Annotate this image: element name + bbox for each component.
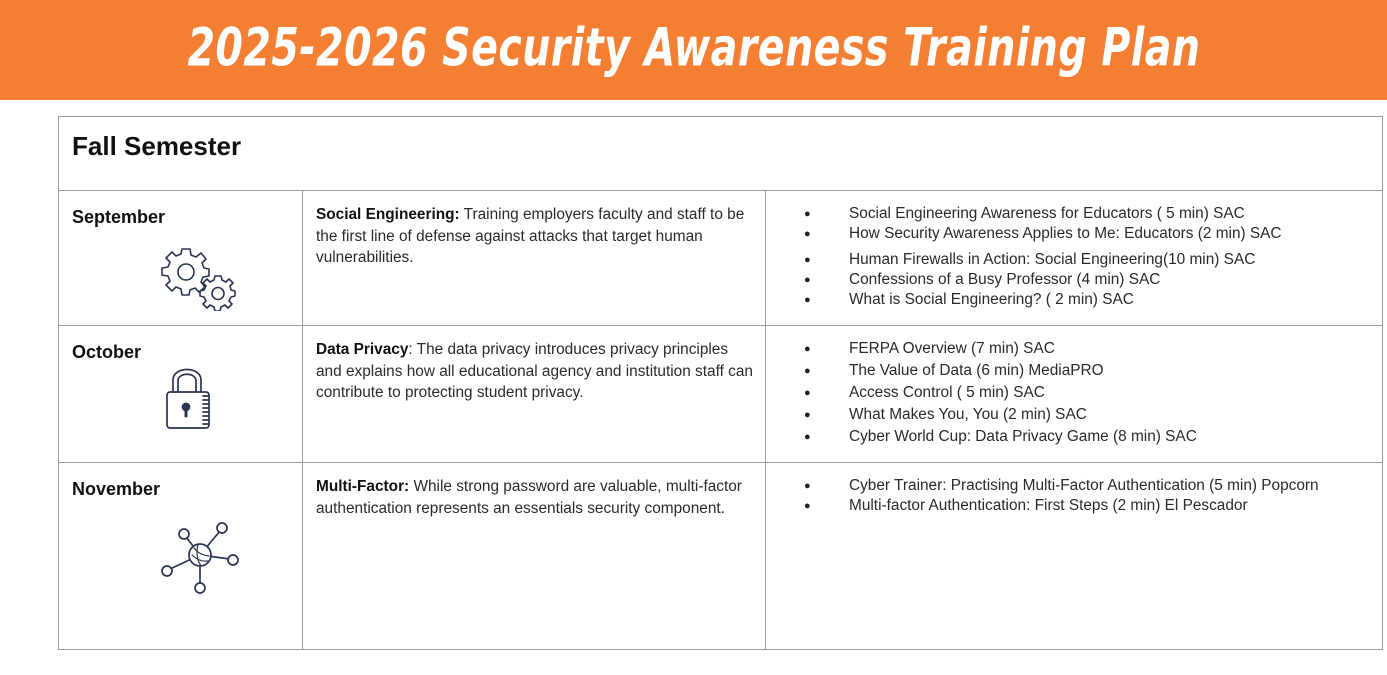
- resource-item: ● Cyber World Cup: Data Privacy Game (8 min) SAC: [766, 427, 1382, 447]
- header-banner: [0, 0, 1387, 100]
- topic-description: [303, 326, 765, 404]
- month-name: November: [72, 479, 161, 499]
- month-name: September: [72, 207, 166, 227]
- resource-item: ● FERPA Overview (7 min) SAC: [766, 339, 1382, 359]
- topic-description: [303, 463, 765, 519]
- resources-cell: [766, 191, 1383, 326]
- resource-item: ● Multi-factor Authentication: First Steps (2 min) El Pescador: [766, 496, 1382, 516]
- month-row-november: [59, 463, 1383, 650]
- resources-cell: [766, 326, 1383, 463]
- resource-item: ● Access Control ( 5 min) SAC: [766, 383, 1382, 403]
- topic-cell: [303, 463, 766, 650]
- topic-name: Multi-Factor:: [316, 478, 410, 495]
- topic-name: Data Privacy: [316, 341, 409, 358]
- topic-cell: [303, 326, 766, 463]
- month-row-september: [59, 191, 1383, 326]
- page-title: 2025-2026 Security Awareness Training Plan: [186, 15, 1200, 79]
- network-hub-icon: [154, 517, 244, 597]
- month-cell: [59, 463, 303, 650]
- topic-text: : The data privacy introduces privacy principles and explains how all educational agency and institution staff can contribute to protecting student privacy.: [316, 341, 753, 401]
- topic-description: [303, 191, 765, 269]
- resource-item: ● What is Social Engineering? ( 2 min) SAC: [766, 290, 1382, 310]
- resource-list: [766, 463, 1382, 516]
- semester-header: [59, 117, 1383, 191]
- resource-item: ● What Makes You, You (2 min) SAC: [766, 405, 1382, 425]
- resource-item: ● Confessions of a Busy Professor (4 min) SAC: [766, 270, 1382, 290]
- resource-list: [766, 191, 1382, 310]
- resource-item: ● Human Firewalls in Action: Social Engineering(10 min) SAC: [766, 250, 1382, 270]
- resource-item: ● The Value of Data (6 min) MediaPRO: [766, 361, 1382, 381]
- semester-header-row: [59, 117, 1383, 191]
- resource-item: ● Cyber Trainer: Practising Multi-Factor Authentication (5 min) Popcorn: [766, 476, 1382, 496]
- resources-cell: [766, 463, 1383, 650]
- topic-name: Social Engineering:: [316, 206, 460, 223]
- gears-icon: [154, 241, 244, 321]
- resource-item: ● How Security Awareness Applies to Me: Educators (2 min) SAC: [766, 224, 1382, 244]
- training-plan-table: [58, 116, 1383, 650]
- padlock-icon: [159, 362, 249, 442]
- resource-item: ● Social Engineering Awareness for Educators ( 5 min) SAC: [766, 204, 1382, 224]
- month-name: October: [72, 342, 142, 362]
- semester-title: Fall Semester: [72, 131, 242, 161]
- month-cell: [59, 326, 303, 463]
- month-cell: [59, 191, 303, 326]
- topic-text: While strong password are valuable, multi-factor authentication represents an essentials security component.: [316, 478, 742, 517]
- month-row-october: [59, 326, 1383, 463]
- resource-list: [766, 326, 1382, 447]
- topic-cell: [303, 191, 766, 326]
- topic-text: Training employers faculty and staff to be the first line of defense against attacks that target human vulnerabilities.: [316, 206, 745, 266]
